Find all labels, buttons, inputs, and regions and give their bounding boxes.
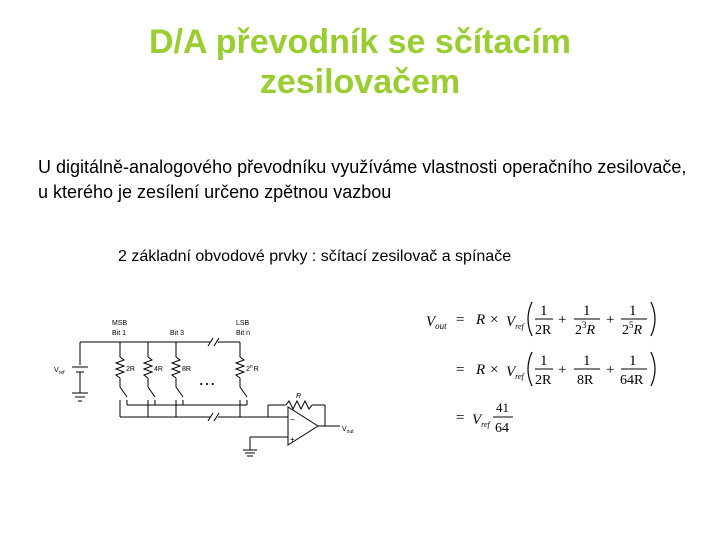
- svg-text:2R: 2R: [535, 323, 552, 338]
- equations-block: [420, 288, 670, 448]
- resistor-4r-label: 4R: [154, 366, 163, 373]
- svg-text:=: =: [456, 410, 465, 426]
- svg-text:Vref: $V_{ref}$: [506, 364, 524, 381]
- bitn-label: Bit n: [236, 330, 251, 337]
- vref-label: $V_{ref}$: [54, 367, 65, 376]
- vout-label: $V_{out}$: [342, 426, 354, 435]
- svg-text:=: =: [456, 312, 465, 328]
- branch-1: [116, 342, 127, 417]
- svg-text:×: ×: [490, 362, 499, 378]
- svg-text:23R: $2^3R$: [575, 320, 596, 338]
- ellipsis-dots: …: [198, 369, 216, 389]
- vout-symbol: $V_{out}$: [426, 314, 447, 331]
- dac-circuit-diagram: [50, 305, 370, 465]
- intro-paragraph: U digitálně-analogového převodníku využíváme vlastnosti operačního zesilovače, u kterého je zesílení určeno zpětnou vazbou: [38, 157, 687, 202]
- svg-text:+: +: [606, 312, 615, 328]
- equation-row-2: [456, 352, 655, 388]
- svg-text:1: 1: [629, 303, 637, 319]
- subtitle-text: 2 základní obvodové prvky : sčítací zesilovač a spínače: [118, 248, 512, 265]
- equation-row-3: [456, 400, 513, 436]
- branch-3: [172, 342, 183, 417]
- svg-text:Vref: $V_{ref}$: [506, 314, 524, 331]
- resistor-2r-label: 2R: [126, 366, 135, 373]
- svg-text:2R: 2R: [535, 373, 552, 388]
- equation-row-1: [426, 302, 655, 338]
- svg-text:1: 1: [629, 353, 637, 369]
- svg-text:R: R: [476, 312, 486, 328]
- title-line-1: D/A převodník se sčítacím: [148, 23, 571, 61]
- svg-text:+: +: [606, 362, 615, 378]
- svg-text:25R: $2^5R$: [622, 320, 643, 338]
- svg-text:=: =: [456, 362, 465, 378]
- msb-label: MSB: [112, 320, 128, 327]
- opamp-minus: −: [290, 415, 295, 424]
- svg-text:+: +: [558, 312, 567, 328]
- svg-text:1: 1: [540, 353, 548, 369]
- svg-text:64R: 64R: [620, 373, 644, 388]
- svg-text:41: 41: [496, 400, 509, 415]
- feedback-r-label: R: [296, 393, 302, 400]
- svg-text:1: 1: [583, 303, 591, 319]
- bit1-label: Bit 1: [112, 330, 127, 337]
- branch-n: [236, 342, 247, 417]
- svg-text:Vref: $V_{ref}$: [472, 412, 490, 429]
- lsb-label: LSB: [236, 320, 250, 327]
- opamp-plus: +: [290, 435, 295, 444]
- title-line-2: zesilovačem: [259, 63, 461, 101]
- resistor-8r-label: 8R: [182, 366, 191, 373]
- svg-text:8R: 8R: [577, 373, 594, 388]
- resistor-2nr-label: 2$^n$R: [246, 364, 259, 373]
- bit3-label: Bit 3: [170, 330, 185, 337]
- svg-text:×: ×: [490, 312, 499, 328]
- svg-text:1: 1: [540, 303, 548, 319]
- svg-text:R: R: [476, 362, 486, 378]
- svg-text:+: +: [558, 362, 567, 378]
- svg-text:1: 1: [583, 353, 591, 369]
- branch-2: [144, 342, 155, 417]
- svg-text:64: 64: [495, 421, 509, 436]
- slide-title: [0, 22, 720, 102]
